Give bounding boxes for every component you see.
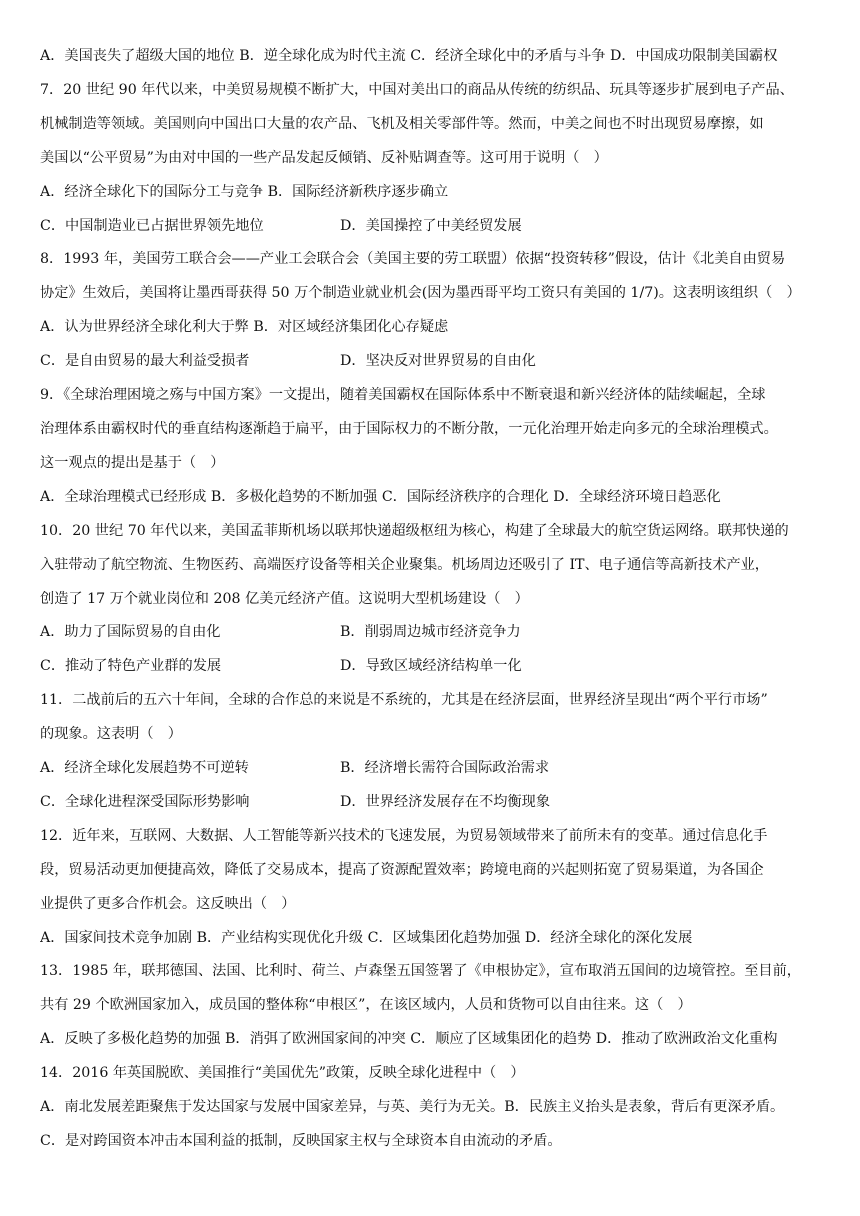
option-right: D．美国操控了中美经贸发展 bbox=[340, 217, 522, 234]
option-right: D．坚决反对世界贸易的自由化 bbox=[340, 353, 536, 370]
line-30: 14．2016 年英国脱欧、美国推行“美国优先”政策，反映全球化进程中（ ） bbox=[40, 1065, 525, 1082]
line-3: 美国以“公平贸易”为由对中国的一些产品发起反倾销、反补贴调查等。这可用于说明（ ） bbox=[40, 149, 608, 166]
line-20: 的现象。这表明（ ） bbox=[40, 726, 182, 743]
line-32: C．是对跨国资本冲击本国利益的抵制，反映国家主权与全球资本自由流动的矛盾。 bbox=[40, 1133, 562, 1149]
line-19: 11．二战前后的五六十年间，全球的合作总的来说是不系统的，尤其是在经济层面，世界经济呈现出“两个平行市场” bbox=[40, 692, 768, 709]
line-10: 9．《全球治理困境之殇与中国方案》一文提出，随着美国霸权在国际体系中不断衰退和新兴经济体的陆续崛起，全球 bbox=[40, 387, 766, 404]
line-29: A．反映了多极化趋势的加强 B．消弭了欧洲国家间的冲突 C．顺应了区域集团化的趋势 D．推动了欧洲政治文化重构 bbox=[40, 1031, 778, 1048]
option-right: D．导致区域经济结构单一化 bbox=[340, 658, 522, 675]
option-left: C．中国制造业已占据世界领先地位 bbox=[40, 217, 264, 234]
line-13: A．全球治理模式已经形成 B．多极化趋势的不断加强 C．国际经济秩序的合理化 D．全球经济环境日趋恶化 bbox=[40, 488, 721, 505]
line-11: 治理体系由霸权时代的垂直结构逐渐趋于扁平，由于国际权力的不断分散，一元化治理开始走向多元的全球治理模式。 bbox=[40, 420, 778, 437]
line-27: 13．1985 年，联邦德国、法国、比利时、荷兰、卢森堡五国签署了《申根协定》，宣布取消五国间的边境管控。至目前， bbox=[40, 963, 801, 980]
line-2: 机械制造等领域。美国则向中国出口大量的农产品、飞机及相关零部件等。然而，中美之间也不时出现贸易摩擦，如 bbox=[40, 115, 764, 132]
option-row-18 bbox=[40, 650, 820, 684]
line-15: 入驻带动了航空物流、生物医药、高端医疗设备等相关企业聚集。机场周边还吸引了 IT、电子通信等高新技术产业， bbox=[40, 556, 769, 573]
line-7: 协定》生效后，美国将让墨西哥获得 50 万个制造业就业机会(因为墨西哥平均工资只有美国的 1/7)。这表明该组织（ ） bbox=[40, 285, 801, 302]
line-4: A．经济全球化下的国际分工与竞争 B．国际经济新秩序逐步确立 bbox=[40, 183, 449, 200]
option-right: B．削弱周边城市经济竞争力 bbox=[340, 624, 521, 641]
line-28: 共有 29 个欧洲国家加入，成员国的整体称“申根区”，在该区域内，人员和货物可以自由往来。这（ ） bbox=[40, 997, 692, 1014]
line-16: 创造了 17 万个就业岗位和 208 亿美元经济产值。这说明大型机场建设（ ） bbox=[40, 590, 529, 607]
option-right: D．世界经济发展存在不均衡现象 bbox=[340, 793, 551, 810]
option-row-5 bbox=[40, 210, 820, 244]
line-23: 12．近年来，互联网、大数据、人工智能等新兴技术的飞速发展，为贸易领域带来了前所未有的变革。通过信息化手 bbox=[40, 827, 768, 844]
option-row-21 bbox=[40, 752, 820, 786]
option-left: C．全球化进程深受国际形势影响 bbox=[40, 793, 250, 810]
option-right: B．经济增长需符合国际政治需求 bbox=[340, 760, 550, 777]
line-24: 段，贸易活动更加便捷高效，降低了交易成本，提高了资源配置效率；跨境电商的兴起则拓宽了贸易渠道，为各国企 bbox=[40, 861, 764, 878]
option-row-17 bbox=[40, 616, 820, 650]
option-left: A．助力了国际贸易的自由化 bbox=[40, 624, 221, 641]
option-left: C．是自由贸易的最大利益受损者 bbox=[40, 353, 250, 370]
line-0: A．美国丧失了超级大国的地位 B．逆全球化成为时代主流 C．经济全球化中的矛盾与斗争 D．中国成功限制美国霸权 bbox=[40, 48, 778, 64]
line-1: 7．20 世纪 90 年代以来，中美贸易规模不断扩大，中国对美出口的商品从传统的纺织品、玩具等逐步扩展到电子产品、 bbox=[40, 81, 794, 98]
line-6: 8．1993 年，美国劳工联合会——产业工会联合会（美国主要的劳工联盟）依据“投资转移”假设，估计《北美自由贸易 bbox=[40, 251, 786, 268]
line-25: 业提供了更多合作机会。这反映出（ ） bbox=[40, 895, 296, 912]
option-row-22 bbox=[40, 786, 820, 820]
line-31: A．南北发展差距聚焦于发达国家与发展中国家差异，与英、美行为无关。B．民族主义抬头是表象，背后有更深矛盾。 bbox=[40, 1099, 785, 1116]
line-8: A．认为世界经济全球化利大于弊 B．对区域经济集团化心存疑虑 bbox=[40, 319, 449, 336]
option-row-9 bbox=[40, 345, 820, 379]
line-12: 这一观点的提出是基于（ ） bbox=[40, 454, 225, 471]
option-left: A．经济全球化发展趋势不可逆转 bbox=[40, 760, 249, 777]
line-14: 10．20 世纪 70 年代以来，美国孟菲斯机场以联邦快递超级枢纽为核心，构建了全球最大的航空货运网络。联邦快递的 bbox=[40, 522, 789, 539]
option-left: C．推动了特色产业群的发展 bbox=[40, 658, 222, 675]
line-26: A．国家间技术竞争加剧 B．产业结构实现优化升级 C．区域集团化趋势加强 D．经济全球化的深化发展 bbox=[40, 929, 693, 946]
